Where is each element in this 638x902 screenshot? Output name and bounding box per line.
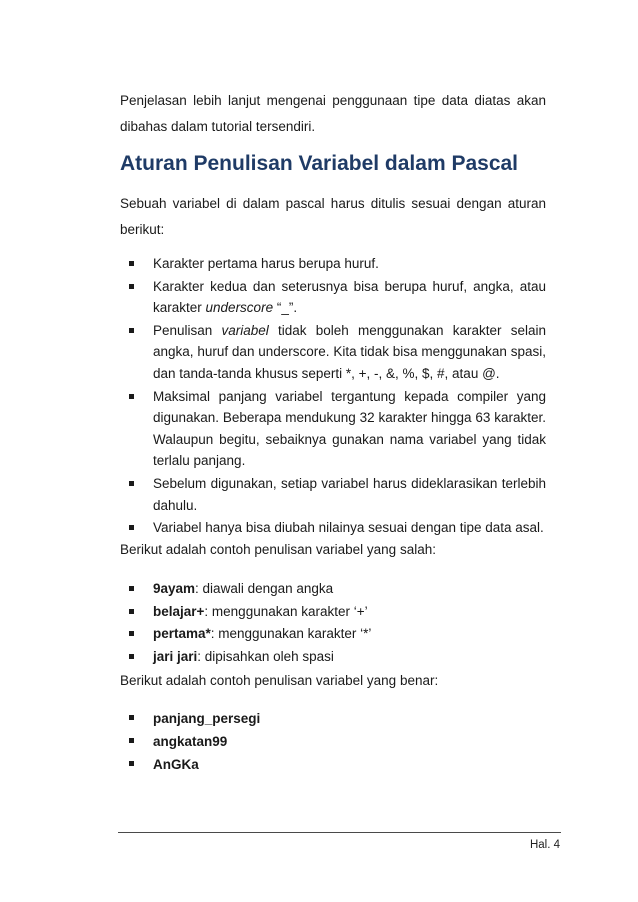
rule-emphasis: variabel: [221, 322, 269, 338]
rules-intro-line-2: berikut:: [120, 222, 165, 237]
square-bullet-icon: [129, 654, 134, 659]
square-bullet-icon: [129, 328, 134, 333]
example-name: pertama*: [153, 626, 211, 641]
square-bullet-icon: [129, 715, 134, 720]
right-examples-list: [120, 707, 546, 776]
rule-text: Sebelum digunakan, setiap variabel harus dideklarasikan terlebih dahulu.: [153, 475, 546, 513]
example-name: 9ayam: [153, 581, 196, 596]
square-bullet-icon: [129, 284, 134, 289]
list-item: [120, 473, 546, 516]
rules-list: [120, 253, 546, 539]
list-item: [120, 753, 546, 776]
rule-text: Maksimal panjang variabel tergantung kepada compiler yang digunakan. Beberapa mendukung 32 karakter hingga 63 karakter. Walaupun begitu, sebaiknya gunakan nama variabel yang tidak terlalu panjang.: [153, 388, 546, 469]
intro-paragraph: [120, 88, 546, 140]
list-item: [120, 517, 546, 539]
square-bullet-icon: [129, 525, 134, 530]
example-desc: : menggunakan karakter ‘+’: [204, 603, 368, 619]
intro-line-1: Penjelasan lebih lanjut mengenai penggunaan tipe data diatas akan: [120, 93, 546, 108]
square-bullet-icon: [129, 481, 134, 486]
footer-divider: [118, 832, 561, 833]
list-item: [120, 646, 546, 669]
list-item: [120, 707, 546, 730]
example-name: belajar+: [153, 603, 205, 619]
square-bullet-icon: [129, 761, 134, 766]
square-bullet-icon: [129, 631, 134, 636]
list-item: [120, 623, 546, 646]
square-bullet-icon: [129, 609, 134, 614]
example-desc: : dipisahkan oleh spasi: [197, 648, 334, 664]
square-bullet-icon: [129, 586, 134, 591]
list-item: [120, 578, 546, 601]
rule-text: “_”.: [273, 300, 298, 316]
rule-text: Penulisan: [153, 322, 222, 338]
rule-emphasis: underscore: [205, 300, 274, 316]
rules-intro-line-1: Sebuah variabel di dalam pascal harus ditulis sesuai dengan aturan: [120, 196, 546, 211]
rules-intro-paragraph: [120, 191, 546, 243]
page-number: Hal. 4: [529, 839, 560, 851]
list-item: [120, 386, 546, 472]
right-examples-intro: Berikut adalah contoh penulisan variabel yang benar:: [120, 673, 439, 688]
square-bullet-icon: [129, 394, 134, 399]
list-item: [120, 601, 546, 624]
rule-text: Karakter pertama harus berupa huruf.: [153, 256, 379, 271]
section-heading: Aturan Penulisan Variabel dalam Pascal: [120, 152, 519, 175]
wrong-examples-list: [120, 578, 546, 668]
example-desc: : diawali dengan angka: [195, 581, 334, 596]
rule-text: tidak boleh menggunakan karakter selain angka, huruf dan underscore. Kita tidak bisa menggunakan spasi, dan tanda-tanda khusus seperti *, +, -, &, %, $, #, atau @.: [153, 322, 546, 381]
example-name: angkatan99: [153, 734, 228, 749]
example-desc: : menggunakan karakter ‘*’: [210, 626, 372, 641]
example-name: panjang_persegi: [153, 711, 261, 726]
rule-text: Variabel hanya bisa diubah nilainya sesuai dengan tipe data asal.: [153, 520, 544, 536]
example-name: jari jari: [153, 648, 198, 664]
list-item: [120, 730, 546, 753]
intro-line-2: dibahas dalam tutorial tersendiri.: [120, 119, 316, 134]
example-name: AnGKa: [153, 757, 199, 772]
square-bullet-icon: [129, 738, 134, 743]
list-item: [120, 320, 546, 385]
list-item: [120, 253, 546, 275]
list-item: [120, 276, 546, 319]
wrong-examples-intro: Berikut adalah contoh penulisan variabel yang salah:: [120, 542, 436, 557]
rule-text: Karakter kedua dan seterusnya bisa berupa huruf, angka, atau karakter: [153, 278, 546, 316]
square-bullet-icon: [129, 261, 134, 266]
